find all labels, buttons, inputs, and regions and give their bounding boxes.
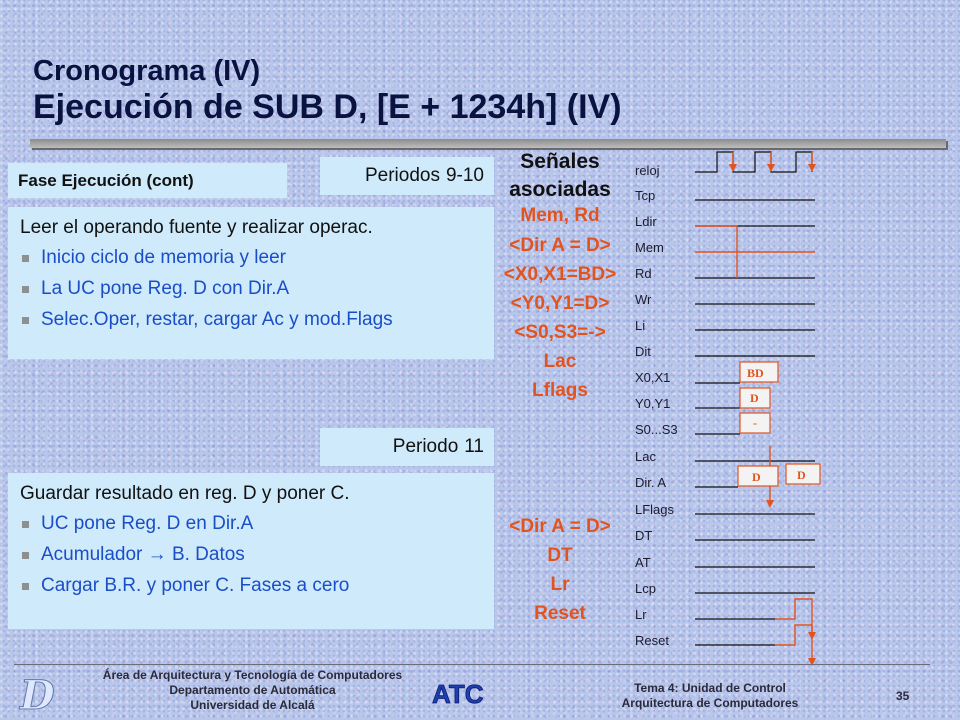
- rd-waveform: [695, 252, 737, 278]
- timing-label-lac: Lac: [635, 449, 656, 464]
- clock-arrowhead: [808, 164, 816, 172]
- signal-y0y1: <Y0,Y1=D>: [510, 293, 610, 314]
- slide-title-line2: Ejecución de SUB D, [E + 1234h] (IV): [33, 88, 622, 126]
- dir-a-bus-value-1: D: [752, 470, 761, 484]
- timing-label-lflags: LFlags: [635, 502, 675, 517]
- block2-title: Guardar resultado en reg. D y poner C.: [20, 483, 350, 504]
- bullet-text: UC pone Reg. D en Dir.A: [41, 513, 254, 534]
- lac-arrowhead: [766, 500, 774, 508]
- signal-lflags: Lflags: [532, 380, 588, 401]
- timing-label-rd: Rd: [635, 266, 652, 281]
- timing-label-s0s3: S0...S3: [635, 422, 678, 437]
- footer-divider: [14, 664, 930, 665]
- timing-label-dt: DT: [635, 528, 653, 543]
- s0s3-bus-value: -: [753, 416, 757, 430]
- signal-s0s3: <S0,S3=->: [514, 322, 606, 343]
- department-logo: D: [20, 672, 55, 719]
- mem-waveform: [695, 226, 815, 252]
- timing-label-lr: Lr: [635, 607, 647, 622]
- clock-arrowhead: [729, 164, 737, 172]
- signal-dir-a-2: <Dir A = D>: [509, 516, 611, 537]
- signal-dir-a: <Dir A = D>: [509, 235, 611, 256]
- bullet-text: Inicio ciclo de memoria y leer: [41, 247, 286, 268]
- slide-title-line1: Cronograma (IV): [33, 55, 261, 87]
- signal-reset: Reset: [534, 603, 586, 624]
- periods-label-value: 9-10: [445, 165, 484, 186]
- timing-label-reset: Reset: [635, 633, 669, 648]
- footer-right: [580, 681, 840, 711]
- bullet-text: Acumulador → B. Datos: [41, 544, 245, 565]
- signal-lac: Lac: [543, 351, 577, 372]
- clock-waveform: [695, 152, 812, 172]
- footer-course: Arquitectura de Computadores: [621, 696, 799, 710]
- timing-label-tcp: Tcp: [635, 188, 656, 203]
- atc-logo-text: ATC: [432, 679, 484, 708]
- lr-waveform: [775, 599, 812, 632]
- signals-header-line1: Señales: [520, 150, 600, 173]
- periods-label-text: Periodos: [364, 165, 440, 186]
- atc-logo: [430, 678, 486, 708]
- period-label-text: Periodo: [392, 436, 459, 457]
- timing-label-reloj: reloj: [635, 163, 660, 178]
- footer-university: Universidad de Alcalá: [190, 698, 315, 712]
- timing-label-at: AT: [635, 555, 651, 570]
- timing-label-mem: Mem: [635, 240, 664, 255]
- x0x1-bus-value: BD: [747, 366, 764, 380]
- y0y1-bus-value: D: [750, 391, 759, 405]
- signal-dt: DT: [547, 545, 573, 566]
- signals-header-line2: asociadas: [509, 178, 611, 201]
- signal-lr: Lr: [550, 574, 570, 595]
- bullet-text: Selec.Oper, restar, cargar Ac y mod.Flags: [41, 309, 393, 330]
- lr-arrowhead: [808, 632, 816, 640]
- footer-topic: Tema 4: Unidad de Control: [634, 681, 786, 695]
- reset-waveform: [775, 625, 812, 658]
- clock-arrowhead: [767, 164, 775, 172]
- timing-label-ldir: Ldir: [635, 214, 657, 229]
- bullet-text: Cargar B.R. y poner C. Fases a cero: [41, 575, 350, 596]
- dir-a-bus-value-2: D: [797, 468, 806, 482]
- footer-department: Departamento de Automática: [169, 683, 336, 697]
- block1-title: Leer el operando fuente y realizar operac.: [20, 217, 373, 238]
- phase-label: Fase Ejecución (cont): [8, 163, 287, 198]
- timing-label-x0x1: X0,X1: [635, 370, 671, 385]
- signal-mem-rd: Mem, Rd: [520, 205, 600, 226]
- footer-area: Área de Arquitectura y Tecnología de Computadores: [102, 668, 403, 682]
- signal-x0x1: <X0,X1=BD>: [503, 264, 617, 285]
- timing-label-y0y1: Y0,Y1: [635, 396, 671, 411]
- page-number: 35: [896, 689, 910, 703]
- timing-label-wr: Wr: [635, 292, 652, 307]
- timing-label-dir-a: Dir. A: [635, 475, 667, 490]
- timing-label-dit: Dit: [635, 344, 651, 359]
- footer-left: [85, 668, 420, 713]
- timing-label-li: Li: [635, 318, 646, 333]
- period-label-value: 11: [464, 436, 484, 457]
- bullet-text: La UC pone Reg. D con Dir.A: [41, 278, 290, 299]
- timing-label-lcp: Lcp: [635, 581, 656, 596]
